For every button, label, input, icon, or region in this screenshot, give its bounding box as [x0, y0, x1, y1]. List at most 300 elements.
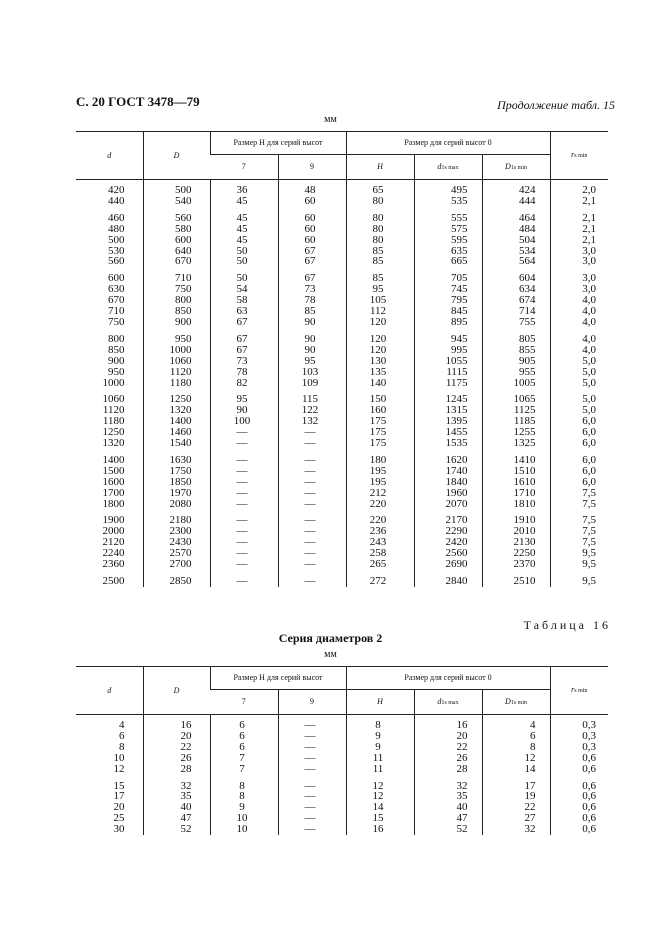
table-cell: — — [278, 449, 346, 466]
table-cell: 1800 — [102, 497, 125, 510]
table-cell: 2130 — [482, 537, 550, 548]
table-cell: 120 — [346, 317, 414, 328]
table-cell: 1960 — [414, 488, 482, 499]
table-cell: 50 — [210, 246, 278, 257]
table-cell: 48 — [278, 180, 346, 196]
table-cell: 564 — [482, 256, 550, 267]
table-cell: 6 — [210, 715, 278, 731]
table-cell: 670 — [108, 294, 125, 307]
table-cell: 112 — [346, 306, 414, 317]
table-cell: 22 — [143, 742, 210, 753]
table-cell: 3,0 — [550, 256, 608, 267]
col-group-h: Размер H для серий высот — [210, 132, 346, 155]
table-cell: 845 — [414, 306, 482, 317]
table-cell: 8 — [346, 715, 414, 731]
table-cell: 80 — [346, 235, 414, 246]
table-cell: 20 — [414, 731, 482, 742]
table-cell: 540 — [143, 196, 210, 207]
table-cell: 1255 — [482, 427, 550, 438]
table-cell: 755 — [482, 317, 550, 328]
table-cell: 530 — [108, 244, 125, 257]
table-cell: 1610 — [482, 477, 550, 488]
table-cell: 1500 — [102, 464, 125, 477]
col-header-rs: rs min — [550, 667, 608, 715]
table-cell: 7,5 — [550, 488, 608, 499]
table-cell: 1750 — [143, 466, 210, 477]
table-cell: 85 — [346, 267, 414, 284]
table-cell: 17 — [113, 790, 125, 803]
table-row — [76, 180, 608, 196]
table-cell: 6 — [119, 729, 125, 742]
table-row — [76, 499, 608, 510]
table-cell: 100 — [210, 416, 278, 427]
table-cell: 0,3 — [550, 731, 608, 742]
table-cell: 3,0 — [550, 284, 608, 295]
table-cell: 115 — [278, 388, 346, 405]
table-cell: — — [210, 526, 278, 537]
table-cell: 580 — [143, 224, 210, 235]
col-header-h7: 7 — [210, 155, 278, 180]
table-cell: 0,6 — [550, 824, 608, 835]
table-cell: 2,1 — [550, 196, 608, 207]
table-cell: 604 — [482, 267, 550, 284]
table-cell: 82 — [210, 378, 278, 389]
page-header: С. 20 ГОСТ 3478—79 — [76, 94, 200, 109]
table-cell: 1125 — [482, 405, 550, 416]
table-cell: 15 — [113, 779, 125, 792]
table-cell: — — [278, 466, 346, 477]
table-cell: — — [278, 548, 346, 559]
table-cell: 45 — [210, 207, 278, 224]
table-cell: 8 — [210, 775, 278, 792]
table-cell: 63 — [210, 306, 278, 317]
table-cell: 12 — [346, 775, 414, 792]
table-cell: 30 — [113, 823, 125, 836]
table-cell: 0,6 — [550, 775, 608, 792]
table-cell: 0,6 — [550, 753, 608, 764]
table-cell: 54 — [210, 284, 278, 295]
table-cell: 220 — [346, 509, 414, 526]
table-cell: 995 — [414, 345, 482, 356]
table-cell: 15 — [346, 813, 414, 824]
table-cell: 3,0 — [550, 267, 608, 284]
table-cell: 80 — [346, 224, 414, 235]
table-cell: 850 — [143, 306, 210, 317]
table-cell: 25 — [113, 812, 125, 825]
table-cell: 2700 — [143, 559, 210, 570]
table-cell: 122 — [278, 405, 346, 416]
table-cell: — — [278, 715, 346, 731]
table-cell: 67 — [210, 317, 278, 328]
table-cell: 2290 — [414, 526, 482, 537]
table-cell: 665 — [414, 256, 482, 267]
table-cell: 26 — [143, 753, 210, 764]
col-header-D1s: D1s min — [482, 690, 550, 715]
table-row — [76, 317, 608, 328]
table-cell: 130 — [346, 356, 414, 367]
table-cell: 10 — [210, 813, 278, 824]
table-cell: 9,5 — [550, 570, 608, 587]
table-cell: 2,1 — [550, 235, 608, 246]
table-row — [76, 438, 608, 449]
table-cell: 1840 — [414, 477, 482, 488]
table-cell: 195 — [346, 477, 414, 488]
table-cell: 22 — [414, 742, 482, 753]
table-cell: 1460 — [143, 427, 210, 438]
table-cell: 1185 — [482, 416, 550, 427]
table-cell: 60 — [278, 235, 346, 246]
table-cell: — — [210, 449, 278, 466]
table-cell: 6 — [210, 742, 278, 753]
table-cell: 535 — [414, 196, 482, 207]
table-cell: 8 — [119, 740, 125, 753]
table-cell: 2170 — [414, 509, 482, 526]
table-row — [76, 196, 608, 207]
table-cell: 7,5 — [550, 526, 608, 537]
table-cell: 1910 — [482, 509, 550, 526]
table-cell: 1540 — [143, 438, 210, 449]
table-cell: 464 — [482, 207, 550, 224]
table-cell: 1510 — [482, 466, 550, 477]
table-cell: 800 — [108, 332, 125, 345]
table-cell: — — [278, 509, 346, 526]
table-cell: 745 — [414, 284, 482, 295]
table-cell: 534 — [482, 246, 550, 257]
table-row — [76, 224, 608, 235]
table-row — [76, 378, 608, 389]
table-cell: 6,0 — [550, 427, 608, 438]
table-16 — [76, 666, 608, 835]
table-cell: 7,5 — [550, 509, 608, 526]
table-cell: 630 — [108, 283, 125, 296]
table-cell: 1250 — [102, 426, 125, 439]
table-cell: — — [278, 488, 346, 499]
table-cell: 103 — [278, 367, 346, 378]
table-cell: 560 — [108, 255, 125, 268]
table-cell: 52 — [143, 824, 210, 835]
table-cell: 2,0 — [550, 180, 608, 196]
table-cell: 2430 — [143, 537, 210, 548]
table-cell: 4,0 — [550, 345, 608, 356]
table-cell: 26 — [414, 753, 482, 764]
table-cell: 900 — [108, 354, 125, 367]
table-cell: 9,5 — [550, 548, 608, 559]
table-cell: 714 — [482, 306, 550, 317]
table-cell: — — [278, 499, 346, 510]
table-cell: 2570 — [143, 548, 210, 559]
table-cell: 16 — [346, 824, 414, 835]
col-header-D1s: D1s min — [482, 155, 550, 180]
table-cell: 78 — [278, 295, 346, 306]
table-cell: 90 — [278, 317, 346, 328]
table-cell: — — [278, 802, 346, 813]
table-cell: 6 — [210, 731, 278, 742]
table-cell: 1055 — [414, 356, 482, 367]
table-cell: 212 — [346, 488, 414, 499]
table-cell: — — [278, 775, 346, 792]
table-cell: 1600 — [102, 475, 125, 488]
table-cell: — — [278, 731, 346, 742]
table-cell: 272 — [346, 570, 414, 587]
table-cell: 674 — [482, 295, 550, 306]
table-cell: 1710 — [482, 488, 550, 499]
table-cell: 0,6 — [550, 802, 608, 813]
table-cell: 109 — [278, 378, 346, 389]
table-cell: 1000 — [102, 376, 125, 389]
table-row — [76, 570, 608, 587]
table-cell: 135 — [346, 367, 414, 378]
table-cell: 1400 — [102, 453, 125, 466]
table-cell: — — [210, 438, 278, 449]
table-cell: 12 — [346, 791, 414, 802]
table-cell: 120 — [346, 345, 414, 356]
table-row — [76, 256, 608, 267]
table-cell: 40 — [414, 802, 482, 813]
table-cell: 73 — [210, 356, 278, 367]
table-cell: 95 — [210, 388, 278, 405]
table-cell: 17 — [482, 775, 550, 792]
table-cell: 12 — [482, 753, 550, 764]
table-cell: 4,0 — [550, 306, 608, 317]
continuation-label: Продолжение табл. 15 — [497, 98, 615, 112]
table-cell: 1320 — [102, 437, 125, 450]
table-cell: 2500 — [102, 575, 125, 587]
table-cell: 4,0 — [550, 295, 608, 306]
table-cell: 2850 — [143, 570, 210, 587]
table-cell: 1810 — [482, 499, 550, 510]
table-cell: 95 — [346, 284, 414, 295]
table-cell: 800 — [143, 295, 210, 306]
table-row — [76, 824, 608, 835]
table-row — [76, 235, 608, 246]
table-cell: — — [278, 438, 346, 449]
table-row — [76, 367, 608, 378]
table-cell: 220 — [346, 499, 414, 510]
table-cell: 2510 — [482, 570, 550, 587]
table-cell: 705 — [414, 267, 482, 284]
table-cell: — — [210, 570, 278, 587]
table-cell: 67 — [278, 256, 346, 267]
table-cell: 1740 — [414, 466, 482, 477]
table-cell: 195 — [346, 466, 414, 477]
col-header-H: H — [346, 155, 414, 180]
table-row — [76, 488, 608, 499]
table-cell: 90 — [278, 345, 346, 356]
table-cell: 10 — [113, 751, 125, 764]
table-cell: 6,0 — [550, 466, 608, 477]
table-cell: 5,0 — [550, 356, 608, 367]
table-cell: 132 — [278, 416, 346, 427]
table-cell: 480 — [108, 222, 125, 235]
table-cell: 805 — [482, 328, 550, 345]
table-cell: 850 — [108, 343, 125, 356]
table-cell: — — [210, 509, 278, 526]
table-cell: 140 — [346, 378, 414, 389]
col-header-d: d — [76, 667, 143, 715]
table-cell: 95 — [278, 356, 346, 367]
col-group-0: Размер для серий высот 0 — [346, 132, 550, 155]
table-cell: — — [278, 791, 346, 802]
table-cell: 0,6 — [550, 813, 608, 824]
table-row — [76, 559, 608, 570]
table-cell: — — [278, 559, 346, 570]
table-cell: — — [210, 466, 278, 477]
table-cell: — — [278, 526, 346, 537]
table-cell: 1115 — [414, 367, 482, 378]
table-row — [76, 449, 608, 466]
table-cell: 2690 — [414, 559, 482, 570]
table-cell: 795 — [414, 295, 482, 306]
table-cell: 47 — [143, 813, 210, 824]
table-cell: 640 — [143, 246, 210, 257]
table-cell: 6,0 — [550, 416, 608, 427]
table-cell: 0,6 — [550, 764, 608, 775]
table-cell: 90 — [278, 328, 346, 345]
table-cell: 5,0 — [550, 378, 608, 389]
table-cell: 19 — [482, 791, 550, 802]
table-cell: 2360 — [102, 558, 125, 571]
table-row — [76, 731, 608, 742]
table-cell: 2120 — [102, 536, 125, 549]
table-cell: — — [210, 537, 278, 548]
table-row — [76, 764, 608, 775]
table-cell: 85 — [346, 256, 414, 267]
table-cell: 12 — [113, 762, 125, 775]
table-cell: 750 — [108, 315, 125, 328]
table-cell: 60 — [278, 196, 346, 207]
table-cell: 2,1 — [550, 224, 608, 235]
col-group-h: Размер H для серий высот — [210, 667, 346, 690]
table-cell: 50 — [210, 256, 278, 267]
table-cell: — — [278, 813, 346, 824]
table-cell: 420 — [108, 184, 125, 196]
table-cell: 60 — [278, 224, 346, 235]
table-cell: 16 — [143, 715, 210, 731]
table-cell: 5,0 — [550, 405, 608, 416]
table-cell: 1620 — [414, 449, 482, 466]
table-cell: 7,5 — [550, 499, 608, 510]
table-cell: 236 — [346, 526, 414, 537]
table-cell: — — [278, 753, 346, 764]
table-cell: — — [210, 488, 278, 499]
table-cell: 1065 — [482, 388, 550, 405]
table-cell: 265 — [346, 559, 414, 570]
col-header-d1s: d1s max — [414, 690, 482, 715]
table-cell: 444 — [482, 196, 550, 207]
table-cell: 11 — [346, 764, 414, 775]
table-cell: 9 — [210, 802, 278, 813]
table-cell: 495 — [414, 180, 482, 196]
table-cell: 0,3 — [550, 715, 608, 731]
table-cell: 45 — [210, 224, 278, 235]
table-cell: 750 — [143, 284, 210, 295]
table-cell: 2000 — [102, 525, 125, 538]
table-cell: 32 — [414, 775, 482, 792]
table-cell: 560 — [143, 207, 210, 224]
table-cell: 4 — [482, 715, 550, 731]
table-cell: 60 — [278, 207, 346, 224]
table-row — [76, 715, 608, 731]
table-cell: 5,0 — [550, 388, 608, 405]
unit-label-table16: мм — [324, 649, 337, 660]
table-cell: 4,0 — [550, 328, 608, 345]
table-cell: 4,0 — [550, 317, 608, 328]
table-cell: 160 — [346, 405, 414, 416]
table-cell: 955 — [482, 367, 550, 378]
table-cell: 500 — [143, 180, 210, 196]
table-row — [76, 775, 608, 792]
table-cell: 1060 — [143, 356, 210, 367]
table-row — [76, 356, 608, 367]
table-cell: 32 — [143, 775, 210, 792]
table-cell: 0,3 — [550, 742, 608, 753]
table-cell: 105 — [346, 295, 414, 306]
table-cell: 900 — [143, 317, 210, 328]
table-cell: 67 — [278, 246, 346, 257]
table-cell: 16 — [414, 715, 482, 731]
table-cell: 2080 — [143, 499, 210, 510]
table-cell: 670 — [143, 256, 210, 267]
table-cell: — — [278, 764, 346, 775]
table-cell: — — [278, 427, 346, 438]
table-cell: — — [210, 427, 278, 438]
table-cell: 2840 — [414, 570, 482, 587]
table-cell: 9,5 — [550, 559, 608, 570]
table-15 — [76, 131, 608, 587]
table-cell: 895 — [414, 317, 482, 328]
table-cell: 2010 — [482, 526, 550, 537]
col-header-h7: 7 — [210, 690, 278, 715]
table-cell: 1455 — [414, 427, 482, 438]
table-cell: 67 — [210, 345, 278, 356]
table-cell: 600 — [108, 272, 125, 285]
table-cell: 9 — [346, 731, 414, 742]
col-header-D: D — [143, 667, 210, 715]
table-cell: — — [210, 548, 278, 559]
table-cell: 2,1 — [550, 207, 608, 224]
table-cell: 1060 — [102, 393, 125, 406]
table-cell: 1005 — [482, 378, 550, 389]
table-cell: 90 — [210, 405, 278, 416]
table-cell: 5,0 — [550, 367, 608, 378]
table-cell: 45 — [210, 196, 278, 207]
table-cell: 175 — [346, 416, 414, 427]
table-cell: 855 — [482, 345, 550, 356]
table-cell: 67 — [278, 267, 346, 284]
table-cell: 9 — [346, 742, 414, 753]
table-cell: 1175 — [414, 378, 482, 389]
table-cell: 6,0 — [550, 449, 608, 466]
col-header-d1s: d1s max — [414, 155, 482, 180]
table-cell: 1700 — [102, 486, 125, 499]
table-cell: 28 — [143, 764, 210, 775]
table-cell: — — [210, 499, 278, 510]
table-cell: — — [278, 824, 346, 835]
col-header-H: H — [346, 690, 414, 715]
table-cell: 4 — [119, 719, 125, 731]
table-cell: 2070 — [414, 499, 482, 510]
table-cell: 1630 — [143, 449, 210, 466]
table-cell: 1180 — [143, 378, 210, 389]
table-cell: 78 — [210, 367, 278, 378]
table-cell: — — [278, 570, 346, 587]
table-cell: 950 — [143, 328, 210, 345]
table-cell: 1000 — [143, 345, 210, 356]
table-cell: 1395 — [414, 416, 482, 427]
table-cell: 1970 — [143, 488, 210, 499]
table-cell: 634 — [482, 284, 550, 295]
table-cell: — — [278, 477, 346, 488]
